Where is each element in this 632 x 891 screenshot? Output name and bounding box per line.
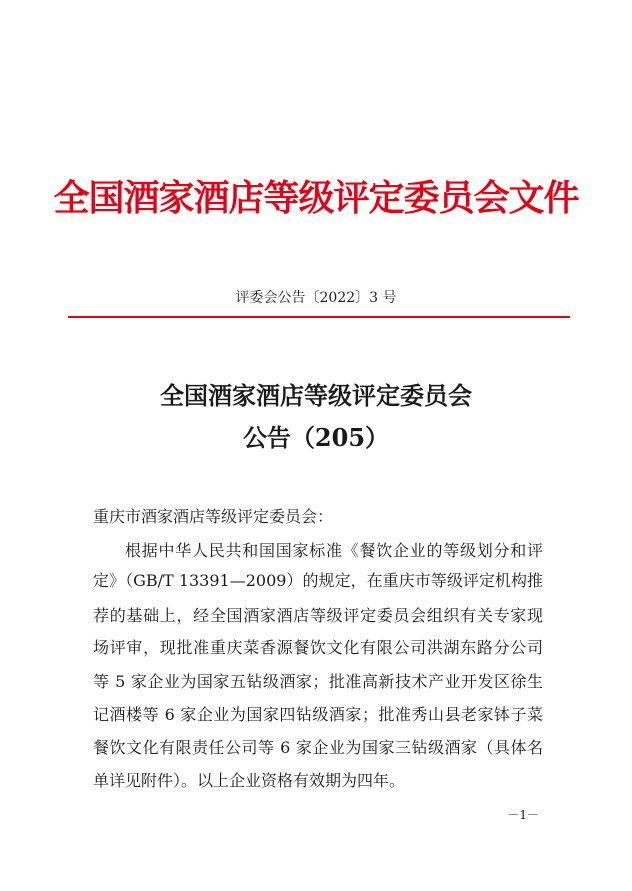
body-line-8: 单详见附件）。以上企业资格有效期为四年。 bbox=[93, 771, 406, 790]
salutation: 重庆市酒家酒店等级评定委员会： bbox=[93, 507, 334, 526]
body-line-1: 根据中华人民共和国国家标准《餐饮企业的等级划分和评 bbox=[125, 541, 543, 560]
document-header-title: 全国酒家酒店等级评定委员会文件 bbox=[53, 177, 579, 219]
announcement-title: 全国酒家酒店等级评定委员会 bbox=[160, 381, 472, 410]
body-line-2: 定》（GB/T 13391—2009）的规定，在重庆市等级评定机构推 bbox=[93, 571, 543, 590]
announcement-number: 公告（205） bbox=[242, 423, 390, 452]
red-divider-line bbox=[68, 316, 570, 318]
body-line-5: 等 5 家企业为国家五钻级酒家；批准高新技术产业开发区徐生 bbox=[93, 672, 543, 691]
document-number: 评委会公告〔2022〕3 号 bbox=[235, 290, 397, 306]
page-number: －1－ bbox=[507, 808, 539, 822]
body-line-4: 场评审，现批准重庆菜香源餐饮文化有限公司洪湖东路分公司 bbox=[93, 638, 543, 657]
body-line-3: 荐的基础上，经全国酒家酒店等级评定委员会组织有关专家现 bbox=[93, 606, 543, 625]
body-line-7: 餐饮文化有限责任公司等 6 家企业为国家三钻级酒家（具体名 bbox=[93, 738, 543, 757]
body-line-6: 记酒楼等 6 家企业为国家四钻级酒家；批准秀山县老家钵子菜 bbox=[93, 705, 543, 724]
